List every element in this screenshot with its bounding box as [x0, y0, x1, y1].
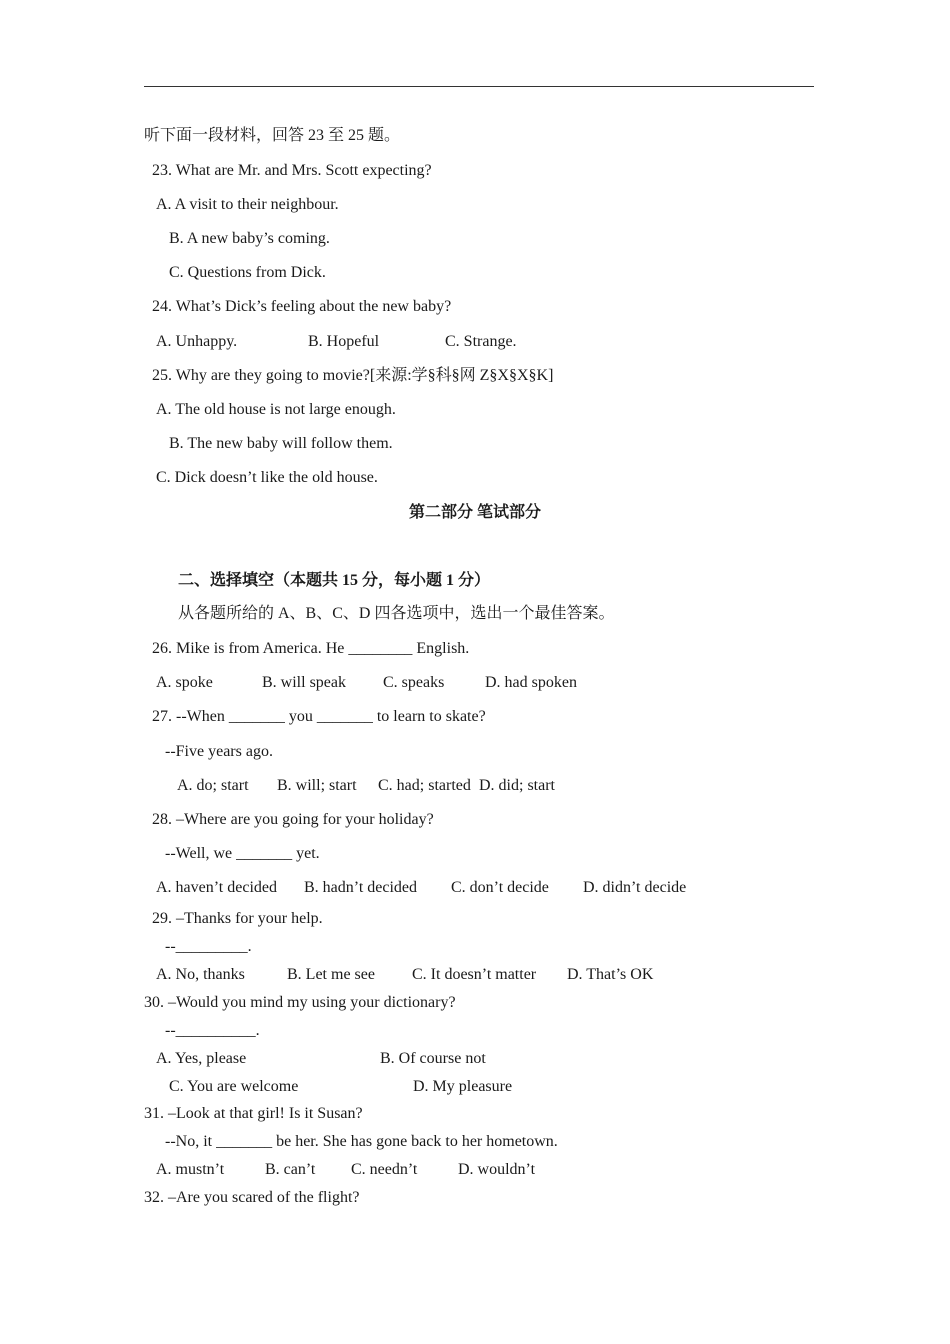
part2-title: 第二部分 笔试部分: [408, 504, 541, 521]
q26-option-a: A. spoke: [156, 674, 213, 691]
q23-question: 23. What are Mr. and Mrs. Scott expecting?: [152, 162, 432, 179]
q30-option-c: C. You are welcome: [169, 1078, 299, 1095]
q29-option-d: D. That’s OK: [567, 966, 654, 983]
q25-option-a: A. The old house is not large enough.: [156, 401, 396, 418]
q30-reply: --__________.: [165, 1022, 260, 1039]
q31-question: 31. –Look at that girl! Is it Susan?: [144, 1105, 363, 1122]
q27-option-a: A. do; start: [177, 777, 249, 794]
q29-option-a: A. No, thanks: [156, 966, 245, 983]
q28-option-b: B. hadn’t decided: [304, 879, 418, 896]
section2-heading: 二、选择填空（本题共 15 分，每小题 1 分）: [178, 572, 491, 589]
q24-option-a: A. Unhappy.: [156, 333, 238, 350]
q28-reply: --Well, we _______ yet.: [165, 845, 320, 862]
q28-question: 28. –Where are you going for your holiday?: [152, 811, 434, 828]
header-rule: [144, 86, 814, 87]
q26-option-d: D. had spoken: [485, 674, 577, 691]
q25-question: 25. Why are they going to movie?[来源:学§科§网 Z§X§X§K]: [152, 367, 554, 384]
q26-option-c: C. speaks: [383, 674, 445, 691]
q30-question: 30. –Would you mind my using your dictionary?: [144, 994, 456, 1011]
q30-option-d: D. My pleasure: [413, 1078, 513, 1095]
q30-option-b: B. Of course not: [380, 1050, 486, 1067]
q26-option-b: B. will speak: [262, 674, 346, 691]
q27-option-c: C. had; started: [378, 777, 471, 794]
q31-option-b: B. can’t: [265, 1161, 316, 1178]
q27-question: 27. --When _______ you _______ to learn to skate?: [152, 708, 486, 725]
section2-instruction: 从各题所给的 A、B、C、D 四各选项中，选出一个最佳答案。: [178, 605, 615, 622]
q31-option-a: A. mustn’t: [156, 1161, 225, 1178]
q27-option-d: D. did; start: [479, 777, 555, 794]
q27-option-b: B. will; start: [277, 777, 357, 794]
q23-option-c: C. Questions from Dick.: [169, 264, 326, 281]
q32-question: 32. –Are you scared of the flight?: [144, 1189, 360, 1206]
q28-option-d: D. didn’t decide: [583, 879, 687, 896]
q23-option-b: B. A new baby’s coming.: [169, 230, 330, 247]
q28-option-c: C. don’t decide: [451, 879, 549, 896]
q24-question: 24. What’s Dick’s feeling about the new baby?: [152, 298, 452, 315]
q29-reply: --_________.: [165, 938, 252, 955]
q31-option-c: C. needn’t: [351, 1161, 418, 1178]
q23-option-a: A. A visit to their neighbour.: [156, 196, 339, 213]
q31-option-d: D. wouldn’t: [458, 1161, 536, 1178]
q29-option-c: C. It doesn’t matter: [412, 966, 537, 983]
q25-option-c: C. Dick doesn’t like the old house.: [156, 469, 378, 486]
q24-option-c: C. Strange.: [445, 333, 517, 350]
q25-option-b: B. The new baby will follow them.: [169, 435, 393, 452]
q30-option-a: A. Yes, please: [156, 1050, 247, 1067]
listening-intro: 听下面一段材料，回答 23 至 25 题。: [144, 127, 401, 144]
q29-option-b: B. Let me see: [287, 966, 375, 983]
q24-option-b: B. Hopeful: [308, 333, 380, 350]
q27-reply: --Five years ago.: [165, 743, 273, 760]
q31-reply: --No, it _______ be her. She has gone back to her hometown.: [165, 1133, 558, 1150]
q29-question: 29. –Thanks for your help.: [152, 910, 323, 927]
q26-question: 26. Mike is from America. He ________ English.: [152, 640, 470, 657]
q28-option-a: A. haven’t decided: [156, 879, 277, 896]
